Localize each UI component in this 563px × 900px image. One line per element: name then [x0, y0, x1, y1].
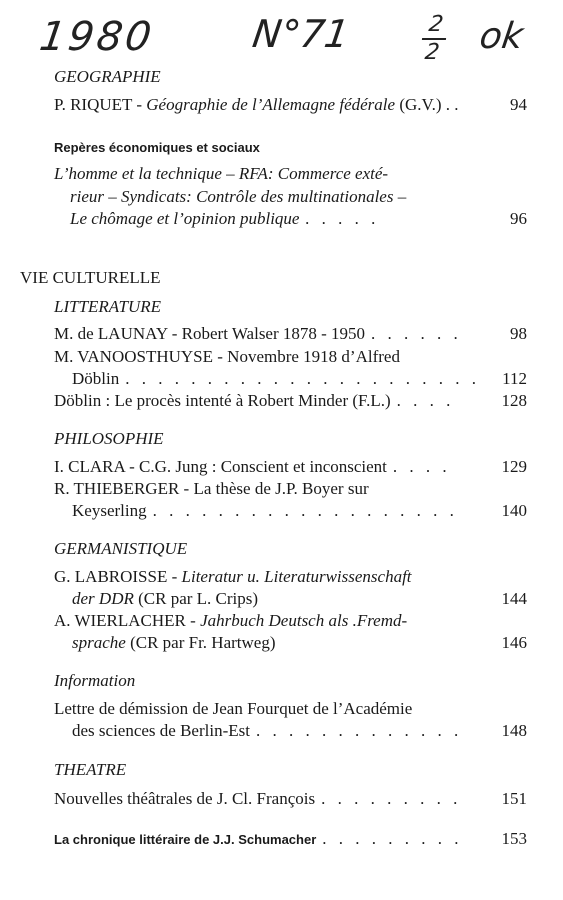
page-number: 128: [501, 391, 527, 410]
entry-text: M. de LAUNAY - Robert Walser 1878 - 1950: [54, 324, 366, 343]
handwritten-ok: ok: [477, 16, 526, 57]
entry-author: G. LABROISSE -: [54, 567, 182, 586]
entry-separator: -: [132, 95, 147, 114]
reperes-line-2: rieur – Syndicats: Contrôle des multinationales –: [70, 187, 407, 206]
fraction-top: 2: [427, 12, 445, 37]
handwritten-number: N°71: [249, 12, 352, 56]
entry-credit: (CR par L. Crips): [133, 589, 259, 608]
entry-title: Le chômage et l’opinion publique: [70, 209, 300, 228]
entry-title: Literatur u. Literaturwissenschaft: [181, 567, 412, 586]
toc-entry-fourquet-line-2: [72, 720, 472, 742]
entry-title: Jahrbuch Deutsch als .Fremd-: [200, 611, 408, 630]
leader-dots: [322, 828, 458, 850]
leader-dots: [321, 788, 458, 810]
toc-entry-fourquet-line-1: Lettre de démission de Jean Fourquet de l’Académie: [54, 699, 413, 718]
leader-dots: [397, 390, 462, 412]
page-number: 140: [501, 501, 527, 520]
page-number: 153: [501, 829, 527, 848]
section-heading-reperes: Repères économiques et sociaux: [54, 140, 260, 155]
reperes-line-3: [70, 208, 390, 230]
entry-text: La chronique littéraire de J.J. Schumacher: [54, 832, 317, 847]
page-number: 129: [501, 457, 527, 476]
toc-entry-francois: [54, 788, 464, 810]
toc-entry-wierlacher-line-1: [54, 610, 407, 632]
toc-entry-launay: [54, 323, 466, 345]
toc-entry-riquet: [54, 94, 459, 116]
toc-entry-labroisse-line-1: [54, 566, 412, 588]
page-number: 112: [502, 369, 527, 388]
toc-entry-clara: [54, 456, 466, 478]
section-heading-geographie: GEOGRAPHIE: [54, 67, 161, 86]
part-heading-vie-culturelle: VIE CULTURELLE: [20, 268, 161, 287]
leader-dots: [125, 368, 488, 390]
entry-text: Keyserling: [72, 501, 147, 520]
toc-entry-thieberger-line-1: R. THIEBERGER - La thèse de J.P. Boyer sur: [54, 479, 369, 498]
page-number: 98: [510, 324, 527, 343]
toc-entry-wierlacher-line-2: [72, 632, 276, 654]
leader-dots: [256, 720, 466, 742]
entry-text: des sciences de Berlin-Est: [72, 721, 250, 740]
toc-entry-thieberger-line-2: [72, 500, 472, 522]
leader-dots: [371, 323, 460, 345]
section-heading-litterature: LITTERATURE: [54, 297, 162, 316]
entry-leader: . .: [441, 95, 459, 114]
page-number: 96: [510, 209, 527, 228]
entry-author: A. WIERLACHER -: [54, 611, 201, 630]
reperes-line-1: L’homme et la technique – RFA: Commerce exté-: [54, 164, 389, 183]
handwritten-fraction: [418, 14, 449, 64]
entry-text: Nouvelles théâtrales de J. Cl. François: [54, 789, 316, 808]
toc-entry-chronique: [54, 828, 464, 851]
toc-entry-labroisse-line-2: [72, 588, 258, 610]
entry-text: Döblin: [72, 369, 120, 388]
page-number: 146: [501, 633, 527, 652]
page-number: 144: [501, 589, 527, 608]
handwritten-year: 1980: [36, 14, 158, 60]
page-number: 151: [501, 789, 527, 808]
section-heading-information: Information: [54, 671, 136, 690]
leader-dots: [153, 500, 466, 522]
toc-entry-doblin-proces: [54, 390, 468, 412]
toc-entry-vanoosthuyse-line-1: M. VANOOSTHUYSE - Novembre 1918 d’Alfred: [54, 347, 400, 366]
section-heading-germanistique: GERMANISTIQUE: [54, 539, 188, 558]
fraction-bottom: 2: [423, 40, 441, 65]
section-heading-theatre: THEATRE: [54, 760, 127, 779]
leader-dots: [305, 208, 384, 230]
toc-entry-vanoosthuyse-line-2: [72, 368, 494, 390]
section-heading-philosophie: PHILOSOPHIE: [54, 429, 164, 448]
page-number: 94: [510, 95, 527, 114]
page-number: 148: [501, 721, 527, 740]
leader-dots: [393, 456, 460, 478]
entry-title: der DDR: [72, 589, 134, 608]
entry-credit: (CR par Fr. Hartweg): [125, 633, 276, 652]
entry-credit: (G.V.): [395, 95, 442, 114]
entry-text: I. CLARA - C.G. Jung : Conscient et inconscient: [54, 457, 387, 476]
entry-title: sprache: [72, 633, 126, 652]
entry-author: P. RIQUET: [54, 95, 133, 114]
entry-title: Géographie de l’Allemagne fédérale: [146, 95, 396, 114]
entry-text: Döblin : Le procès intenté à Robert Minder (F.L.): [54, 391, 391, 410]
